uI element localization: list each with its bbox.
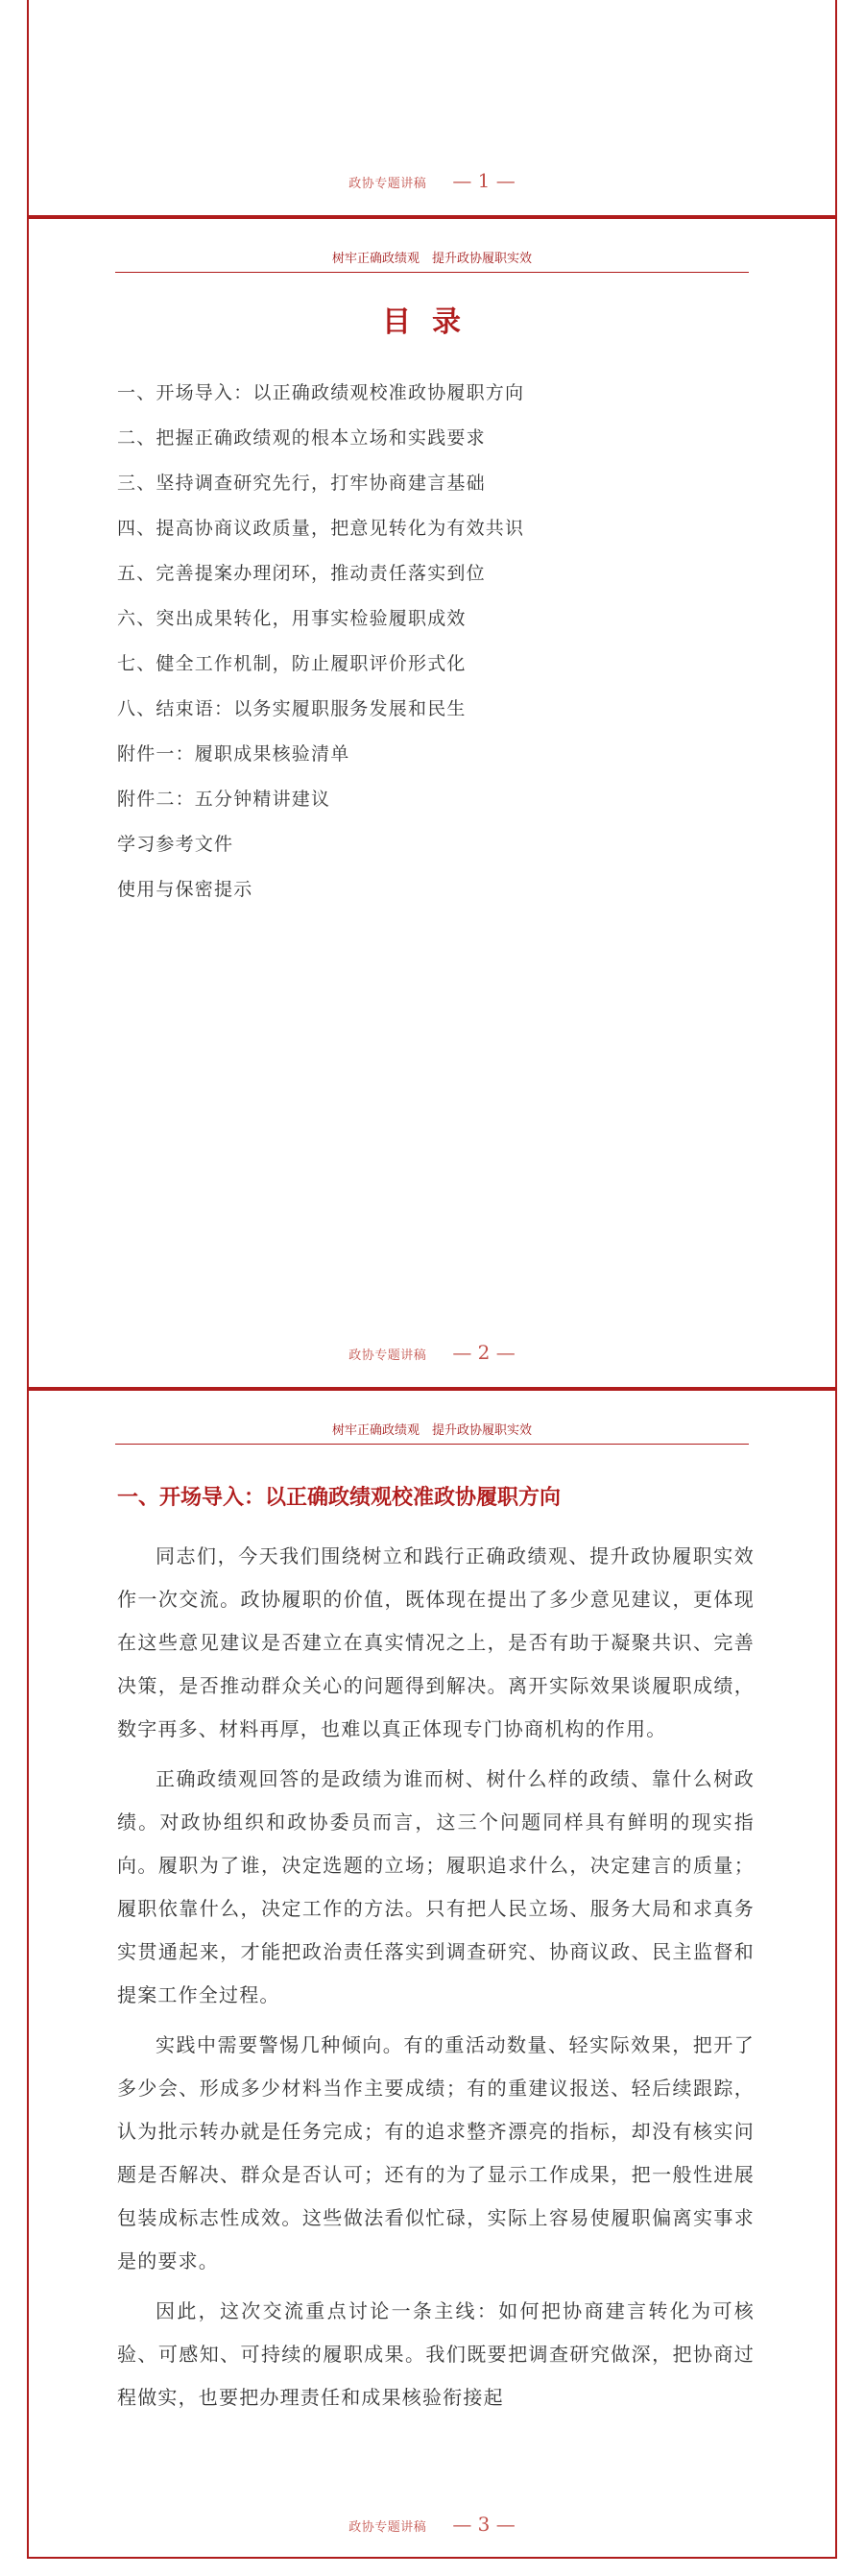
running-header: 树牢正确政绩观 提升政协履职实效 (115, 1420, 749, 1445)
footer-label: 政协专题讲稿 (348, 1349, 427, 1363)
section-title: 一、开场导入：以正确政绩观校准政协履职方向 (117, 1486, 562, 1510)
toc-item[interactable]: 七、健全工作机制，防止履职评价形式化 (117, 653, 467, 674)
body-paragraph: 因此，这次交流重点讨论一条主线：如何把协商建言转化为可核验、可感知、可持续的履职成果。我们既要把调查研究做深，把协商过程做实，也要把办理责任和成果核验衔接起 (117, 2299, 755, 2409)
footer-label: 政协专题讲稿 (348, 2520, 427, 2535)
section-body (117, 1535, 755, 2426)
toc-item[interactable]: 使用与保密提示 (117, 879, 253, 900)
page-footer (29, 1341, 835, 1364)
toc-item[interactable]: 六、突出成果转化，用事实检验履职成效 (117, 608, 467, 629)
page-3 (27, 1389, 837, 2559)
page-footer (29, 169, 835, 192)
toc-item[interactable]: 附件一：履职成果核验清单 (117, 743, 350, 765)
toc-item[interactable]: 一、开场导入：以正确政绩观校准政协履职方向 (117, 382, 525, 403)
page-number: — 2 — (452, 1341, 516, 1364)
page-2 (27, 217, 837, 1389)
body-paragraph: 正确政绩观回答的是政绩为谁而树、树什么样的政绩、靠什么树政绩。对政协组织和政协委员而言，这三个问题同样具有鲜明的现实指向。履职为了谁，决定选题的立场；履职追求什么，决定建言的质量；履职依靠什么，决定工作的方法。只有把人民立场、服务大局和求真务实贯通起来，才能把政治责任落实到调查研究、协商议政、民主监督和提案工作全过程。 (117, 1767, 755, 2006)
page-number: — 3 — (452, 2513, 516, 2536)
toc-item[interactable]: 附件二：五分钟精讲建议 (117, 789, 331, 810)
toc-item[interactable]: 五、完善提案办理闭环，推动责任落实到位 (117, 563, 486, 584)
toc-item[interactable]: 学习参考文件 (117, 834, 234, 855)
toc-item[interactable]: 八、结束语：以务实履职服务发展和民生 (117, 698, 467, 719)
toc-title: 目录 (382, 305, 482, 339)
page-1 (27, 0, 837, 217)
running-header: 树牢正确政绩观 提升政协履职实效 (115, 248, 749, 273)
page-footer (29, 2513, 835, 2536)
toc-item[interactable]: 三、坚持调查研究先行，打牢协商建言基础 (117, 473, 486, 494)
toc-item[interactable]: 四、提高协商议政质量，把意见转化为有效共识 (117, 518, 525, 539)
toc-item[interactable]: 二、把握正确政绩观的根本立场和实践要求 (117, 427, 486, 449)
body-paragraph: 实践中需要警惕几种倾向。有的重活动数量、轻实际效果，把开了多少会、形成多少材料当作主要成绩；有的重建议报送、轻后续跟踪，认为批示转办就是任务完成；有的追求整齐漂亮的指标，却没有核实问题是否解决、群众是否认可；还有的为了显示工作成果，把一般性进展包装成标志性成效。这些做法看似忙碌，实际上容易使履职偏离实事求是的要求。 (117, 2033, 755, 2272)
footer-label: 政协专题讲稿 (348, 177, 427, 191)
toc-list (117, 378, 524, 920)
page-number: — 1 — (452, 169, 516, 192)
body-paragraph: 同志们，今天我们围绕树立和践行正确政绩观、提升政协履职实效作一次交流。政协履职的价值，既体现在提出了多少意见建议，更体现在这些意见建议是否建立在真实情况之上，是否有助于凝聚共识、完善决策，是否推动群众关心的问题得到解决。离开实际效果谈履职成绩，数字再多、材料再厚，也难以真正体现专门协商机构的作用。 (117, 1544, 755, 1740)
